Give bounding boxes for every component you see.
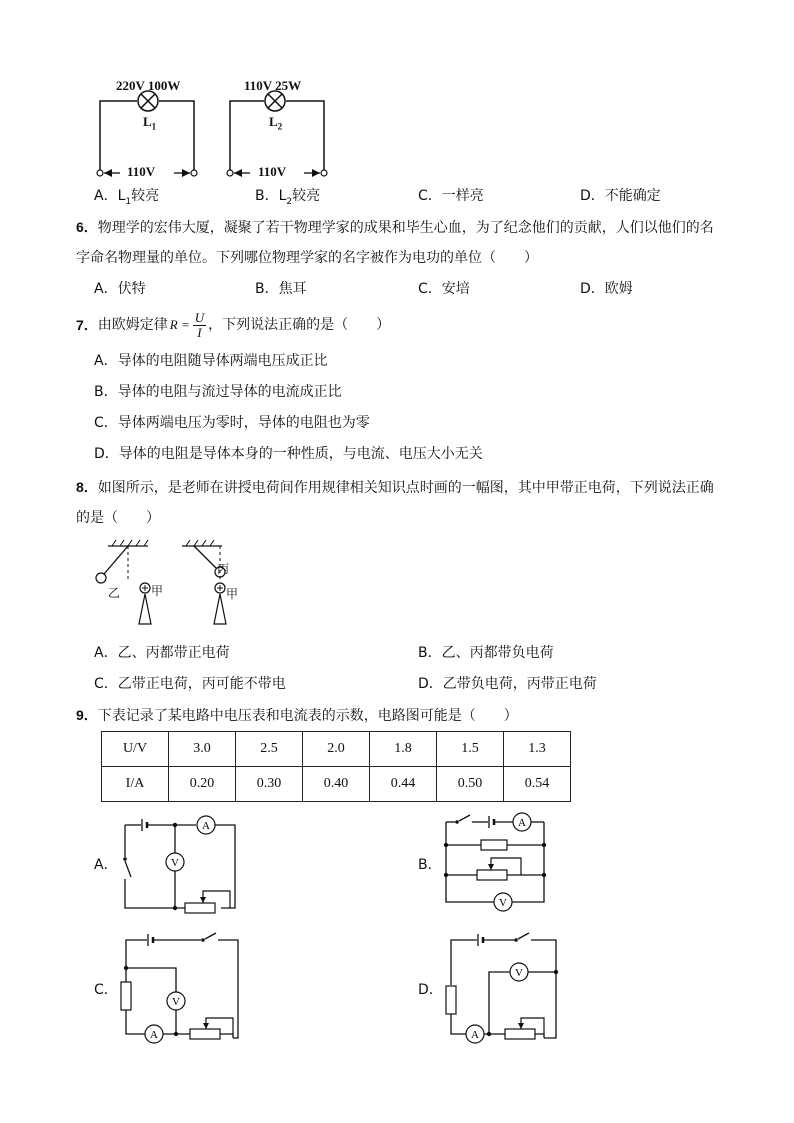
table-row (102, 767, 571, 802)
q8-option-c: C．乙带正电荷，丙可能不带电 (94, 676, 286, 692)
q6-option-d: D．欧姆 (580, 281, 633, 297)
q9-circuit-a (118, 815, 243, 915)
bulb1-label: $L_1$ (143, 114, 157, 132)
table-cell: 0.54 (504, 767, 571, 802)
q9-circuit-c (118, 930, 248, 1045)
q8-label-jia-left: 甲 (151, 584, 164, 598)
table-cell: 0.40 (303, 767, 370, 802)
q9-option-a-label: A． (94, 857, 118, 873)
bulb2-label: $L_2$ (269, 114, 283, 132)
q5-option-b: B．$L_2$较亮 (255, 188, 321, 207)
q7-option-a: A．导体的电阻随导体两端电压成正比 (94, 353, 328, 369)
q9-stem: 9．下表记录了某电路中电压表和电流表的示数，电路图可能是（ ） (76, 707, 518, 724)
q8-label-yi: 乙 (108, 586, 121, 600)
q8-option-b: B．乙、丙都带负电荷 (418, 645, 554, 661)
q7-option-c: C．导体两端电压为零时，导体的电阻也为零 (94, 415, 370, 431)
ammeter-label: A (471, 1029, 479, 1041)
q6-option-b: B．焦耳 (255, 281, 307, 297)
table-cell: 3.0 (169, 732, 236, 767)
q6-option-a: A．伏特 (94, 281, 146, 297)
table-cell: 0.44 (370, 767, 437, 802)
table-cell: 0.20 (169, 767, 236, 802)
q9-option-b-label: B． (418, 857, 442, 873)
q7-option-b: B．导体的电阻与流过导体的电流成正比 (94, 384, 342, 400)
q9-option-d-label: D． (418, 982, 443, 998)
q5-option-d: D．不能确定 (580, 188, 661, 204)
q8-label-bing: 丙 (217, 562, 230, 576)
bulb2-voltage: 110V (258, 164, 287, 179)
voltmeter-label: V (172, 996, 180, 1008)
q8-option-a: A．乙、丙都带正电荷 (94, 645, 230, 661)
ammeter-label: A (202, 820, 210, 832)
table-cell: 2.0 (303, 732, 370, 767)
bulb2-rating: 110V 25W (244, 78, 302, 93)
q8-stem-line1: 8．如图所示，是老师在讲授电荷间作用规律相关知识点时画的一幅图，其中甲带正电荷，下列说法正确 (76, 479, 714, 496)
ohms-law-formula: R = $\frac{U}{I}$ (169, 309, 205, 340)
table-cell: 1.8 (370, 732, 437, 767)
q9-option-c-label: C． (94, 982, 118, 998)
q9-circuit-b (441, 810, 551, 915)
voltmeter-label: V (515, 967, 523, 979)
q6-stem-line1: 6．物理学的宏伟大厦，凝聚了若干物理学家的成果和毕生心血，为了纪念他们的贡献，人们以他们的名 (76, 219, 714, 236)
q7-option-d: D．导体的电阻是导体本身的一种性质，与电流、电压大小无关 (94, 446, 483, 462)
q6-option-c: C．安培 (418, 281, 470, 297)
q8-label-jia-right: 甲 (226, 587, 239, 601)
bulb1-rating: 220V 100W (116, 78, 181, 93)
q5-option-c: C．一样亮 (418, 188, 484, 204)
table-row (102, 732, 571, 767)
q9-circuit-d (441, 930, 566, 1045)
q6-stem-line2: 字命名物理量的单位。下列哪位物理学家的名字被作为电功的单位（ ） (76, 250, 538, 266)
voltmeter-label: V (499, 897, 507, 909)
table-cell: 2.5 (236, 732, 303, 767)
ammeter-label: A (150, 1029, 158, 1041)
table-cell: 0.50 (437, 767, 504, 802)
table-cell: U/V (102, 732, 169, 767)
q5-option-a: A．$L_1$较亮 (94, 188, 160, 207)
table-cell: 0.30 (236, 767, 303, 802)
table-cell: 1.5 (437, 732, 504, 767)
bulb1-voltage: 110V (127, 164, 156, 179)
voltmeter-label: V (171, 857, 179, 869)
table-cell: I/A (102, 767, 169, 802)
ammeter-label: A (518, 817, 526, 829)
q8-stem-line2: 的是（ ） (76, 510, 160, 526)
q8-option-d: D．乙带负电荷，丙带正电荷 (418, 676, 597, 692)
q8-charge-figure (90, 538, 250, 628)
q7-stem: 7． 由欧姆定律 R = $\frac{U}{I}$ ，下列说法正确的是（ ） (76, 309, 391, 340)
q9-data-table (101, 731, 571, 802)
table-cell: 1.3 (504, 732, 571, 767)
